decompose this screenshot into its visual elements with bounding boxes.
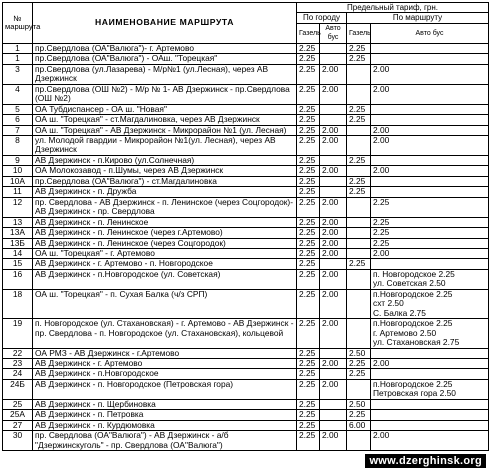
header-route-name: НАИМЕНОВАНИЕ МАРШРУТА [33,3,297,44]
route-name-cell: АВ Дзержинск - п. Курдюмовка [33,420,297,430]
bus-city-cell: 2.00 [320,379,347,399]
table-row [3,410,489,420]
gazel-city-cell: 2.25 [297,115,320,125]
bus-city-cell [320,176,347,186]
gazel-route-cell: 2.25 [347,54,371,64]
gazel-city-cell: 2.25 [297,197,320,217]
gazel-route-cell [347,238,371,248]
table-row [3,176,489,186]
route-name-cell: пр.Свердлова (ОА"Валюга") - ОАш. "Торецкая" [33,54,297,64]
table-row [3,289,489,318]
route-number-cell: 13Б [3,238,33,248]
route-number-cell: 13 [3,217,33,227]
bus-city-cell [320,187,347,197]
gazel-route-cell: 2.25 [347,410,371,420]
header-route: По маршруту [347,13,489,23]
gazel-city-cell: 2.25 [297,358,320,368]
bus-city-cell [320,348,347,358]
route-name-cell: АВ Дзержинск - п.Новгородское [33,369,297,379]
route-number-cell: 1 [3,43,33,53]
table-row [3,319,489,348]
gazel-city-cell: 2.25 [297,166,320,176]
tariff-rows [3,43,489,450]
route-name-cell: ОА Молокозавод - п.Шумы, через АВ Дзержинск [33,166,297,176]
route-name-cell: АВ Дзержинск - п.Новгородское (ул. Советская) [33,269,297,289]
table-row [3,420,489,430]
table-row [3,197,489,217]
route-name-cell: АВ Дзержинск - г. Артемово [33,358,297,368]
table-row [3,115,489,125]
route-number-cell: 11 [3,187,33,197]
gazel-route-cell [347,289,371,318]
gazel-route-cell: 2.25 [347,358,371,368]
table-row [3,399,489,409]
bus-city-cell: 2.00 [320,64,347,84]
table-row [3,135,489,155]
gazel-city-cell: 2.25 [297,410,320,420]
gazel-city-cell: 2.25 [297,64,320,84]
route-number-cell: 8 [3,135,33,155]
gazel-route-cell [347,166,371,176]
route-number-cell: 30 [3,431,33,451]
gazel-city-cell: 2.25 [297,269,320,289]
route-name-cell: пр.Свердлова (ОШ №2) - М/р № 1- АВ Дзержинск - пр.Свердлова (ОШ №2) [33,84,297,104]
route-name-cell: АВ Дзержинск - п. Ленинское (через г.Артемово) [33,228,297,238]
route-name-cell: ул. Молодой гвардии - Микрорайон №1(ул. Лесная), через АВ Дзержинск [33,135,297,155]
table-row [3,238,489,248]
bus-route-cell [371,369,489,379]
table-row [3,43,489,53]
gazel-city-cell: 2.25 [297,125,320,135]
table-row [3,358,489,368]
route-name-cell: ОА ш. "Торецкая" - АВ Дзержинск - Микрорайон №1 (ул. Лесная) [33,125,297,135]
bus-city-cell [320,155,347,165]
bus-city-cell [320,115,347,125]
header-gazel-route: Газель [347,23,371,43]
gazel-city-cell: 2.25 [297,369,320,379]
gazel-route-cell [347,431,371,451]
bus-route-cell: 2.25 [371,197,489,217]
route-name-cell: АВ Дзержинск - г. Артемово - п. Новгородское [33,259,297,269]
gazel-route-cell [347,64,371,84]
bus-route-cell [371,420,489,430]
bus-route-cell: 2.00 [371,358,489,368]
route-name-cell: пр.Свердлова (ОА"Валюга") - ст.Магдалиновка [33,176,297,186]
bus-city-cell: 2.00 [320,135,347,155]
gazel-route-cell [347,125,371,135]
bus-city-cell: 2.00 [320,289,347,318]
bus-city-cell: 2.00 [320,228,347,238]
gazel-city-cell: 2.25 [297,217,320,227]
gazel-route-cell [347,135,371,155]
route-number-cell: 19 [3,319,33,348]
bus-city-cell: 2.00 [320,248,347,258]
bus-route-cell [371,104,489,114]
route-name-cell: пр. Свердлова - АВ Дзержинск - п. Ленинское (через Соцгородок)- АВ Дзержинск - пр. Свердлова [33,197,297,217]
gazel-route-cell: 2.50 [347,348,371,358]
bus-city-cell: 2.00 [320,84,347,104]
bus-route-cell: 2.00 [371,431,489,451]
route-number-cell: 7 [3,125,33,135]
gazel-route-cell [347,84,371,104]
bus-route-cell: п.Новгородское 2.25 г. Артемово 2.50 ул. Стахановская 2.75 [371,319,489,348]
gazel-route-cell [347,217,371,227]
bus-route-cell: 2.00 [371,248,489,258]
bus-route-cell: 2.25 [371,228,489,238]
route-number-cell: 9 [3,155,33,165]
route-name-cell: АВ Дзержинск - п. Петровка [33,410,297,420]
gazel-route-cell: 2.25 [347,43,371,53]
gazel-city-cell: 2.25 [297,54,320,64]
gazel-route-cell: 2.50 [347,399,371,409]
route-name-cell: ОА РМЗ - АВ Дзержинск - г.Артемово [33,348,297,358]
table-row [3,217,489,227]
route-number-cell: 16 [3,269,33,289]
gazel-route-cell [347,197,371,217]
gazel-city-cell: 2.25 [297,420,320,430]
bus-city-cell [320,399,347,409]
gazel-city-cell: 2.25 [297,176,320,186]
table-row [3,166,489,176]
table-row [3,187,489,197]
gazel-city-cell: 2.25 [297,431,320,451]
table-row [3,369,489,379]
gazel-route-cell: 2.25 [347,187,371,197]
gazel-city-cell: 2.25 [297,238,320,248]
bus-city-cell [320,43,347,53]
gazel-city-cell: 2.25 [297,319,320,348]
route-number-cell: 15 [3,259,33,269]
route-name-cell: пр.Свердлова (ул.Лазарева) - М/р№1 (ул.Лесная), через АВ Дзержинск [33,64,297,84]
gazel-route-cell [347,269,371,289]
route-number-cell: 25 [3,399,33,409]
bus-city-cell [320,54,347,64]
route-name-cell: ОА Тубдиспансер - ОА ш. "Новая" [33,104,297,114]
bus-city-cell [320,369,347,379]
gazel-city-cell: 2.25 [297,84,320,104]
header-bus-city: Авто бус [320,23,347,43]
bus-route-cell [371,410,489,420]
gazel-city-cell: 2.25 [297,399,320,409]
route-number-cell: 6 [3,115,33,125]
header-city: По городу [297,13,347,23]
header-gazel-city: Газель [297,23,320,43]
route-number-cell: 4 [3,84,33,104]
bus-route-cell [371,43,489,53]
route-number-cell: 18 [3,289,33,318]
bus-city-cell: 2.00 [320,358,347,368]
bus-route-cell: п. Новгородское 2.25 ул. Советская 2.50 [371,269,489,289]
bus-city-cell [320,410,347,420]
route-name-cell: ОА ш. "Торецкая" - ст.Магдалиновка, через АВ Дзержинск [33,115,297,125]
route-number-cell: 27 [3,420,33,430]
route-number-cell: 10А [3,176,33,186]
gazel-city-cell: 2.25 [297,379,320,399]
gazel-route-cell [347,379,371,399]
gazel-city-cell: 2.25 [297,43,320,53]
bus-city-cell [320,259,347,269]
table-row [3,248,489,258]
bus-city-cell: 2.00 [320,269,347,289]
bus-route-cell: 2.00 [371,135,489,155]
route-name-cell: АВ Дзержинск - п. Ленинское (через Соцгородок) [33,238,297,248]
route-name-cell: ОА ш. "Торецкая" - п. Сухая Балка (ч/з СРП) [33,289,297,318]
bus-route-cell [371,176,489,186]
route-name-cell: АВ Дзержинск - п. Дружба [33,187,297,197]
gazel-city-cell: 2.25 [297,348,320,358]
table-row [3,228,489,238]
header-route-number: № маршрута [3,3,33,44]
route-number-cell: 22 [3,348,33,358]
route-name-cell: АВ Дзержинск - п. Новгородское (Петровская гора) [33,379,297,399]
gazel-city-cell: 2.25 [297,228,320,238]
bus-city-cell: 2.00 [320,217,347,227]
table-row [3,431,489,451]
bus-city-cell: 2.00 [320,319,347,348]
bus-route-cell [371,399,489,409]
bus-route-cell: 2.00 [371,64,489,84]
route-number-cell: 1 [3,54,33,64]
table-row [3,84,489,104]
bus-city-cell [320,420,347,430]
bus-city-cell: 2.00 [320,431,347,451]
gazel-route-cell: 2.25 [347,155,371,165]
table-row [3,259,489,269]
table-row [3,104,489,114]
bus-route-cell [371,348,489,358]
route-number-cell: 10 [3,166,33,176]
route-number-cell: 13А [3,228,33,238]
bus-route-cell: 2.00 [371,166,489,176]
gazel-city-cell: 2.25 [297,248,320,258]
route-name-cell: пр. Свердлова (ОА"Валюга") - АВ Дзержинск - а/б "Дзержинскуголь" - пр. Свердлова (ОА"Валюга") [33,431,297,451]
table-row [3,379,489,399]
header-tariff: Предельный тариф, грн. [297,3,489,13]
route-name-cell: ОА ш. "Торецкая" - г. Артемово [33,248,297,258]
bus-route-cell [371,155,489,165]
route-name-cell: АВ Дзержинск - п. Щербиновка [33,399,297,409]
table-row [3,125,489,135]
bus-route-cell: п.Новгородское 2.25 схт 2.50 С. Балка 2.75 [371,289,489,318]
tariff-table [2,2,489,451]
bus-route-cell: 2.00 [371,125,489,135]
bus-route-cell [371,115,489,125]
gazel-route-cell [347,248,371,258]
bus-city-cell [320,104,347,114]
route-name-cell: пр.Свердлова (ОА"Валюга")- г. Артемово [33,43,297,53]
table-row [3,348,489,358]
route-number-cell: 23 [3,358,33,368]
route-number-cell: 14 [3,248,33,258]
gazel-route-cell: 2.25 [347,176,371,186]
gazel-city-cell: 2.25 [297,187,320,197]
route-name-cell: п. Новгородское (ул. Стахановская) - г. Артемово - АВ Дзержинск - пр. Свердлова - п. Новгородское (ул. Стахановская), кольцевой [33,319,297,348]
bus-city-cell: 2.00 [320,125,347,135]
route-number-cell: 24Б [3,379,33,399]
table-row [3,54,489,64]
gazel-route-cell: 2.25 [347,369,371,379]
gazel-route-cell: 2.25 [347,115,371,125]
bus-route-cell: п.Новгородское 2.25 Петровская гора 2.50 [371,379,489,399]
gazel-city-cell: 2.25 [297,135,320,155]
bus-city-cell: 2.00 [320,197,347,217]
bus-city-cell: 2.00 [320,238,347,248]
gazel-city-cell: 2.25 [297,104,320,114]
header-bus-route: Авто бус [371,23,489,43]
table-row [3,269,489,289]
bus-route-cell [371,54,489,64]
route-number-cell: 3 [3,64,33,84]
gazel-route-cell [347,319,371,348]
route-number-cell: 25А [3,410,33,420]
gazel-route-cell: 2.25 [347,104,371,114]
bus-city-cell: 2.00 [320,166,347,176]
gazel-route-cell: 6.00 [347,420,371,430]
route-number-cell: 5 [3,104,33,114]
route-number-cell: 12 [3,197,33,217]
gazel-city-cell: 2.25 [297,259,320,269]
bus-route-cell: 2.25 [371,217,489,227]
gazel-city-cell: 2.25 [297,155,320,165]
gazel-route-cell: 2.25 [347,259,371,269]
bus-route-cell: 2.25 [371,238,489,248]
bus-route-cell: 2.00 [371,84,489,104]
table-row [3,155,489,165]
bus-route-cell [371,187,489,197]
route-name-cell: АВ Дзержинск - п. Ленинское [33,217,297,227]
bus-route-cell [371,259,489,269]
table-row [3,64,489,84]
gazel-city-cell: 2.25 [297,289,320,318]
site-watermark: www.dzerghinsk.org [365,454,486,468]
route-name-cell: АВ Дзержинск - п.Кирово (ул.Солнечная) [33,155,297,165]
route-number-cell: 24 [3,369,33,379]
gazel-route-cell [347,228,371,238]
